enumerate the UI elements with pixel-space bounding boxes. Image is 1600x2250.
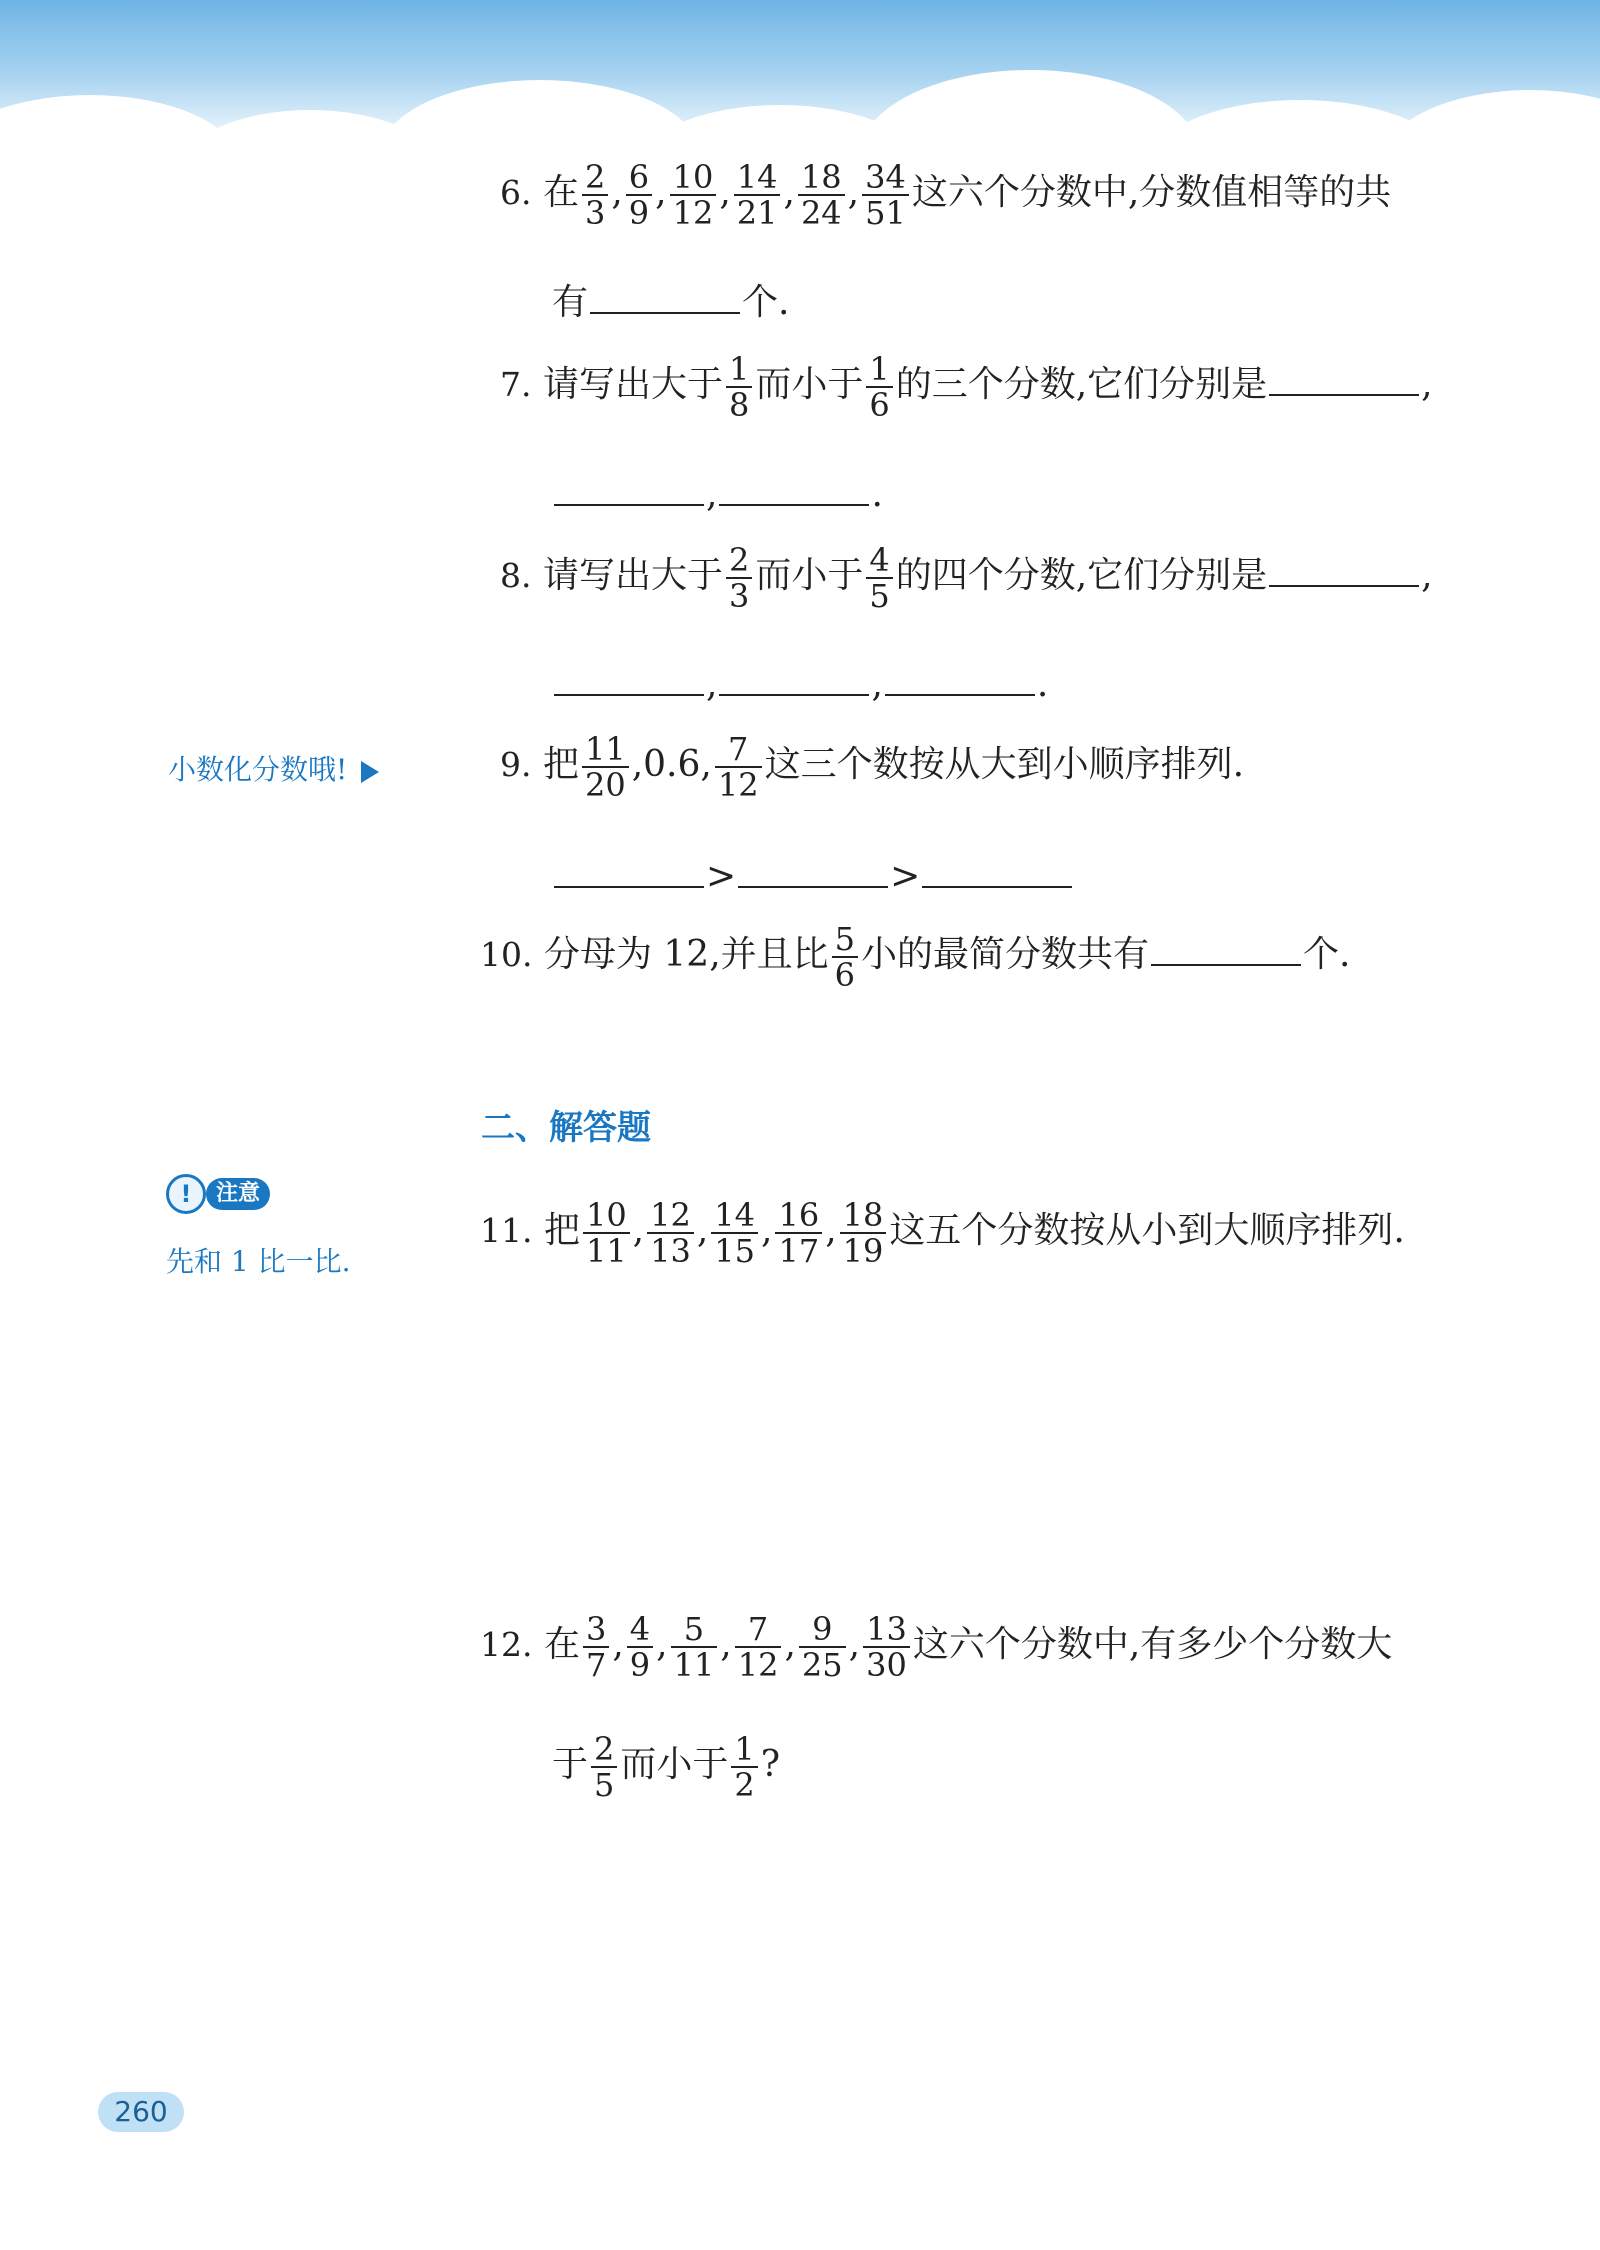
fraction: $\frac{4}{9}$ bbox=[627, 1612, 653, 1682]
question-12-line-2: 于 $\frac{2}{5}$ 而小于 $\frac{1}{2}$ ? bbox=[552, 1730, 781, 1804]
question-12: 12. 在 $\frac{3}{7}$ , $\frac{4}{9}$ , $\frac{5}{11}$ , $\frac{7}{12}$ , $\frac{9}{25}$ , $\frac{13}{30}$ 这六个分数中,有多少个分数大 bbox=[480, 1610, 1393, 1684]
answer-blank[interactable] bbox=[719, 660, 869, 696]
fraction: $\frac{1}{6}$ bbox=[866, 352, 892, 422]
question-number: 9. bbox=[500, 745, 532, 784]
hint-note: 小数化分数哦! bbox=[168, 748, 379, 788]
fraction: $\frac{6}{9}$ bbox=[626, 160, 652, 230]
question-11: 11. 把 $\frac{10}{11}$ , $\frac{12}{13}$ , $\frac{14}{15}$ , $\frac{16}{17}$ , $\frac{18}{19}$ 这五个分数按从小到大顺序排列. bbox=[480, 1196, 1405, 1270]
fraction: $\frac{4}{5}$ bbox=[866, 543, 892, 613]
answer-blank[interactable] bbox=[738, 852, 888, 888]
answer-blank[interactable] bbox=[1269, 551, 1419, 587]
fraction: $\frac{14}{21}$ bbox=[734, 160, 781, 230]
answer-blank[interactable] bbox=[590, 278, 740, 314]
fraction: $\frac{10}{11}$ bbox=[583, 1198, 630, 1268]
fraction: $\frac{10}{12}$ bbox=[670, 160, 717, 230]
exclamation-icon: ! bbox=[166, 1174, 206, 1214]
answer-blank[interactable] bbox=[1269, 360, 1419, 396]
question-6-line-2: 有 个. bbox=[552, 278, 789, 323]
fraction: $\frac{7}{12}$ bbox=[715, 732, 762, 802]
question-number: 6. bbox=[500, 173, 532, 212]
question-number: 7. bbox=[500, 365, 532, 404]
question-7-line-2: , . bbox=[552, 470, 883, 515]
fraction: $\frac{3}{7}$ bbox=[583, 1612, 609, 1682]
fraction: $\frac{7}{12}$ bbox=[735, 1612, 782, 1682]
question-number: 12. bbox=[480, 1625, 533, 1664]
answer-blank[interactable] bbox=[554, 660, 704, 696]
question-10: 10. 分母为 12,并且比 $\frac{5}{6}$ 小的最简分数共有 个. bbox=[480, 920, 1351, 994]
fraction: $\frac{13}{30}$ bbox=[863, 1612, 910, 1682]
fraction: $\frac{11}{20}$ bbox=[582, 732, 629, 802]
fraction: $\frac{12}{13}$ bbox=[647, 1198, 694, 1268]
answer-blank[interactable] bbox=[885, 660, 1035, 696]
question-text: 在 bbox=[542, 172, 579, 213]
decimal-value: 0.6 bbox=[643, 744, 701, 785]
fraction: $\frac{2}{3}$ bbox=[582, 160, 608, 230]
fraction: $\frac{5}{6}$ bbox=[832, 922, 858, 992]
page-number: 260 bbox=[98, 2092, 184, 2132]
question-text: 这六个分数中,分数值相等的共 bbox=[911, 172, 1392, 213]
fraction: $\frac{2}{5}$ bbox=[591, 1732, 617, 1802]
question-number: 10. bbox=[480, 935, 533, 974]
question-6: 6. 在 $\frac{2}{3}$ , $\frac{6}{9}$ , $\frac{10}{12}$ , $\frac{14}{21}$ , $\frac{18}{24}$ , $\frac{34}{51}$ 这六个分数中,分数值相等的共 bbox=[500, 158, 1392, 232]
fraction: $\frac{5}{11}$ bbox=[671, 1612, 718, 1682]
question-9: 9. 把 $\frac{11}{20}$ ,0.6, $\frac{7}{12}$ 这三个数按从大到小顺序排列. bbox=[500, 730, 1245, 804]
question-9-line-2: > > bbox=[552, 852, 1074, 897]
question-number: 11. bbox=[480, 1211, 533, 1250]
notice-text: 先和 1 比一比. bbox=[166, 1245, 351, 1278]
fraction: $\frac{16}{17}$ bbox=[775, 1198, 822, 1268]
fraction: $\frac{2}{3}$ bbox=[726, 543, 752, 613]
fraction: $\frac{1}{2}$ bbox=[731, 1732, 757, 1802]
cloud-decoration bbox=[860, 70, 1200, 170]
section-title: 二、解答题 bbox=[481, 1108, 651, 1148]
answer-blank[interactable] bbox=[1151, 930, 1301, 966]
question-7: 7. 请写出大于 $\frac{1}{8}$ 而小于 $\frac{1}{6}$ 的三个分数,它们分别是 , bbox=[500, 350, 1433, 424]
notice-label: 注意 bbox=[206, 1178, 270, 1210]
answer-blank[interactable] bbox=[554, 470, 704, 506]
question-8: 8. 请写出大于 $\frac{2}{3}$ 而小于 $\frac{4}{5}$ 的四个分数,它们分别是 , bbox=[500, 541, 1433, 615]
fraction: $\frac{1}{8}$ bbox=[726, 352, 752, 422]
page-header-banner bbox=[0, 0, 1600, 170]
question-number: 8. bbox=[500, 556, 532, 595]
question-8-line-2: , , . bbox=[552, 660, 1048, 705]
fraction: $\frac{18}{19}$ bbox=[840, 1198, 887, 1268]
fraction: $\frac{9}{25}$ bbox=[799, 1612, 846, 1682]
notice-badge bbox=[166, 1174, 286, 1214]
fraction: $\frac{14}{15}$ bbox=[711, 1198, 758, 1268]
answer-blank[interactable] bbox=[554, 852, 704, 888]
answer-blank[interactable] bbox=[922, 852, 1072, 888]
fraction: $\frac{18}{24}$ bbox=[798, 160, 845, 230]
answer-blank[interactable] bbox=[719, 470, 869, 506]
triangle-right-icon bbox=[361, 761, 379, 783]
fraction: $\frac{34}{51}$ bbox=[862, 160, 909, 230]
cloud-decoration bbox=[1380, 90, 1600, 170]
